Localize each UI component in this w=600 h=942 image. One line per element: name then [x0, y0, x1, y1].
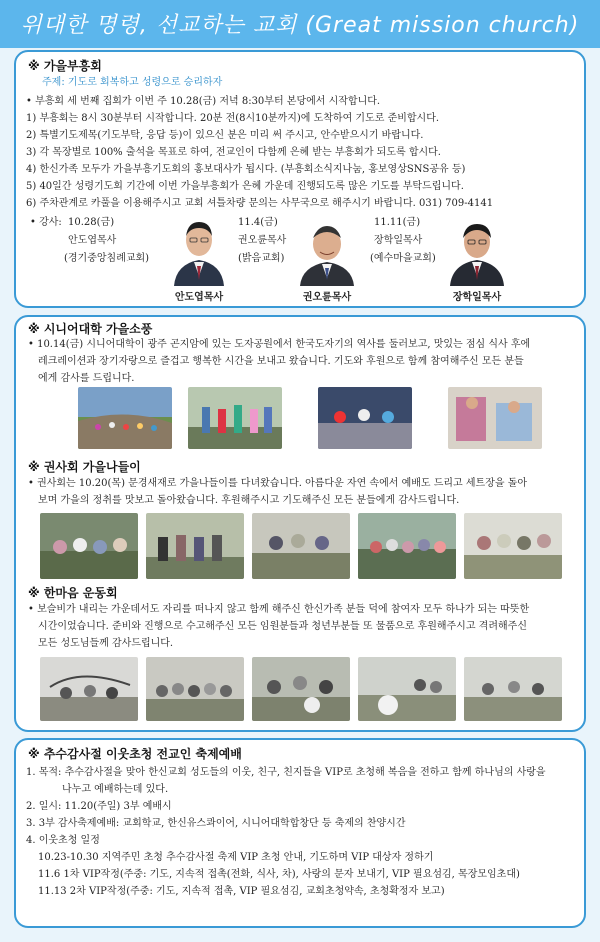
sports-photo	[40, 657, 138, 721]
revival-line: 6) 주차관계로 카풀을 이용해주시고 교회 셔틀차량 문의는 사무국으로 해주시기 바랍니다. 031) 709-4141	[26, 198, 494, 209]
elders-photo	[464, 513, 562, 579]
header-banner	[0, 0, 600, 48]
revival-line: 5) 40일간 성령기도회 기간에 이번 가을부흥회가 은혜 가운데 진행되도록 많은 기도를 부탁드립니다.	[26, 181, 464, 192]
revival-line: 4) 한신가족 모두가 가을부흥기도회의 홍보대사가 됩시다. (부흥회소식지나눔, 홍보영상SNS공유 등)	[26, 164, 466, 175]
speaker-photo	[168, 214, 230, 286]
thanksgiving-line: 10.23-10.30 지역주민 초청 추수감사절 축제 VIP 초청 안내, 기도하며 VIP 대상자 정하기	[38, 852, 434, 863]
senior-photo	[318, 387, 412, 449]
revival-heading: ※ 가을부흥회	[28, 59, 102, 73]
elders-photo	[146, 513, 244, 579]
speaker-date: 10.28(금)	[68, 217, 115, 228]
events-section	[14, 315, 586, 732]
revival-line: 1) 부흥회는 8시 30분부터 시작합니다. 20분 전(8시10분까지)에 도착하여 기도로 준비합시다.	[26, 113, 440, 124]
sports-photo	[252, 657, 350, 721]
sports-heading: ※ 한마음 운동회	[28, 586, 118, 600]
thanksgiving-line: 나누고 예배하는데 있다.	[62, 784, 169, 795]
thanksgiving-line: 3. 3부 감사축제예배: 교회학교, 한신유스콰이어, 시니어대학합창단 등 축제의 찬양시간	[26, 818, 406, 829]
sports-line: 시간이었습니다. 준비와 진행으로 수고해주신 모든 임원분들과 청년부분들 또 물품으로 후원해주시고 격려해주신	[38, 621, 527, 632]
speaker-church: (밝음교회)	[238, 253, 285, 264]
speaker-church: (경기중앙침례교회)	[64, 253, 150, 264]
sports-line: 모든 성도님들께 감사드립니다.	[38, 638, 174, 649]
speaker-church: (예수마을교회)	[370, 253, 436, 264]
elders-heading: ※ 권사회 가을나들이	[28, 460, 141, 474]
thanksgiving-line: 11.13 2차 VIP작정(주중: 기도, 지속적 접촉, VIP 필요섬김, 교회초청약속, 초청확정자 보고)	[38, 886, 445, 897]
sports-photo	[146, 657, 244, 721]
speaker-caption: 권오륜목사	[302, 292, 352, 303]
senior-heading: ※ 시니어대학 가을소풍	[28, 322, 153, 336]
senior-line: • 10.14(금) 시니어대학이 광주 곤지암에 있는 도자공원에서 한국도자기의 역사를 둘러보고, 맛있는 점심 식사 후에	[28, 339, 531, 350]
page-title: 위대한 명령, 선교하는 교회 (Great mission church)	[20, 13, 580, 38]
senior-line: 레크레이션과 장기자랑으로 즐겁고 행복한 시간을 보내고 왔습니다. 기도와 후원으로 함께 참여해주신 모든 분들	[38, 356, 524, 367]
thanksgiving-line: 2. 일시: 11.20(주일) 3부 예배시	[26, 801, 172, 812]
sports-photo	[464, 657, 562, 721]
speakers-label: • 강사:	[30, 217, 62, 228]
speaker-date: 11.11(금)	[374, 217, 421, 228]
elders-photo	[358, 513, 456, 579]
senior-photo	[448, 387, 542, 449]
thanksgiving-line: 4. 이웃초청 일정	[26, 835, 100, 846]
sports-photo	[358, 657, 456, 721]
speaker-name: 장학일목사	[374, 235, 423, 246]
thanksgiving-section	[14, 738, 586, 928]
thanksgiving-line: 1. 목적: 추수감사절을 맞아 한신교회 성도들의 이웃, 친구, 친지들을 VIP로 초청해 복음을 전하고 함께 하나님의 사랑을	[26, 767, 546, 778]
revival-line: • 부흥회 세 번째 집회가 이번 주 10.28(금) 저녁 8:30부터 본당에서 시작합니다.	[26, 96, 381, 107]
speaker-caption: 장학일목사	[452, 292, 502, 303]
senior-photo	[78, 387, 172, 449]
speaker-caption: 안도엽목사	[174, 292, 224, 303]
speaker-date: 11.4(금)	[238, 217, 278, 228]
elders-line: • 권사회는 10.20(목) 문경새재로 가을나들이를 다녀왔습니다. 아름다운 자연 속에서 예배도 드리고 세트장을 돌아	[28, 478, 528, 489]
revival-line: 3) 각 목장별로 100% 출석을 목표로 하여, 전교인이 다함께 은혜 받는 부흥회가 되도록 합시다.	[26, 147, 441, 158]
revival-theme: 주제: 기도로 회복하고 성령으로 승리하자	[42, 77, 223, 88]
senior-photo	[188, 387, 282, 449]
revival-section	[14, 50, 586, 308]
thanksgiving-line: 11.6 1차 VIP작정(주중: 기도, 지속적 접촉(전화, 식사, 차), 사랑의 문자 보내기, VIP 필요섬김, 목장모임초대)	[38, 869, 520, 880]
speaker-photo	[446, 218, 508, 286]
speaker-name: 안도엽목사	[68, 235, 117, 246]
senior-line: 에게 감사를 드립니다.	[38, 373, 135, 384]
thanksgiving-heading: ※ 추수감사절 이웃초청 전교인 축제예배	[28, 747, 242, 761]
elders-photo	[252, 513, 350, 579]
speaker-photo	[296, 220, 358, 286]
revival-line: 2) 특별기도제목(기도부탁, 응답 등)이 있으신 분은 미리 써 주시고, 안수받으시기 바랍니다.	[26, 130, 424, 141]
sports-line: • 보슬비가 내리는 가운데서도 자리를 떠나지 않고 함께 해주신 한신가족 분들 덕에 참여자 모두 하나가 되는 따뜻한	[28, 604, 530, 615]
elders-photo	[40, 513, 138, 579]
elders-line: 보며 가을의 정취를 맛보고 돌아왔습니다. 후원해주시고 기도해주신 모든 분들에게 감사드립니다.	[38, 495, 460, 506]
speaker-name: 권오륜목사	[238, 235, 287, 246]
